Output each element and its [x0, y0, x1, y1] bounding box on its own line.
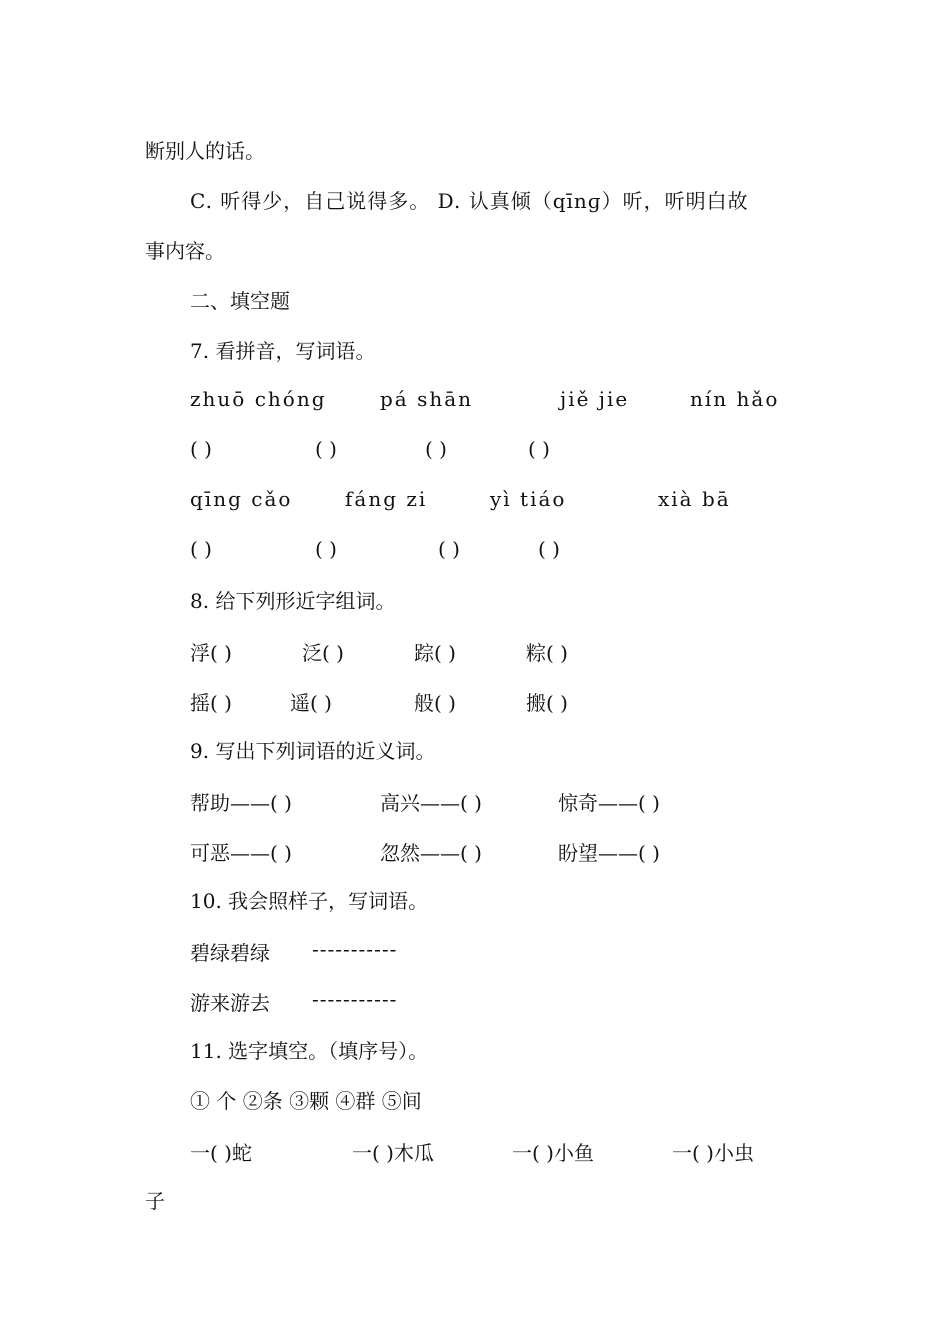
similar-char-item[interactable]: 泛( ) — [302, 641, 344, 665]
pinyin-item: nín hǎo — [690, 387, 780, 411]
pinyin-item: fáng zi — [345, 487, 428, 511]
answer-blank[interactable]: ( ) — [438, 537, 460, 561]
similar-char-item[interactable]: 摇( ) — [190, 691, 232, 715]
similar-char-item[interactable]: 粽( ) — [526, 641, 568, 665]
pinyin-item: jiě jie — [560, 387, 630, 411]
similar-char-item[interactable]: 般( ) — [414, 691, 456, 715]
question-9-title: 9. 写出下列词语的近义词。 — [190, 739, 436, 763]
similar-char-item[interactable]: 浮( ) — [190, 641, 232, 665]
example-word: 游来游去 — [190, 991, 270, 1015]
synonym-item[interactable]: 盼望——( ) — [558, 841, 660, 865]
similar-char-item[interactable]: 搬( ) — [526, 691, 568, 715]
text-line: 子 — [145, 1189, 165, 1213]
question-11-title: 11. 选字填空。（填序号）。 — [190, 1039, 429, 1063]
measure-word-item[interactable]: 一( )小鱼 — [512, 1141, 594, 1165]
answer-blank[interactable]: ( ) — [315, 437, 337, 461]
section-heading: 二、填空题 — [190, 289, 290, 313]
option-list: ① 个 ②条 ③颗 ④群 ⑤间 — [190, 1089, 422, 1113]
pinyin-item: xià bā — [658, 487, 731, 511]
answer-blank[interactable]: ( ) — [190, 437, 212, 461]
answer-blank[interactable]: ( ) — [538, 537, 560, 561]
pinyin-item: qīng cǎo — [190, 487, 293, 511]
question-7-title: 7. 看拼音，写词语。 — [190, 339, 376, 363]
pinyin-item: pá shān — [380, 387, 474, 411]
similar-char-item[interactable]: 踪( ) — [414, 641, 456, 665]
example-word: 碧绿碧绿 — [190, 941, 270, 965]
answer-blank[interactable]: ( ) — [528, 437, 550, 461]
synonym-item[interactable]: 惊奇——( ) — [558, 791, 660, 815]
text-line: C. 听得少，自己说得多。 D. 认真倾（qīnɡ）听，听明白故 — [190, 189, 749, 213]
similar-char-item[interactable]: 遥( ) — [290, 691, 332, 715]
answer-blank[interactable]: ( ) — [190, 537, 212, 561]
answer-line[interactable]: ----------- — [312, 987, 398, 1011]
measure-word-item[interactable]: 一( )蛇 — [190, 1141, 252, 1165]
pinyin-item: zhuō chóng — [190, 387, 327, 411]
pinyin-item: yì tiáo — [490, 487, 567, 511]
synonym-item[interactable]: 高兴——( ) — [380, 791, 482, 815]
measure-word-item[interactable]: 一( )木瓜 — [352, 1141, 434, 1165]
synonym-item[interactable]: 帮助——( ) — [190, 791, 292, 815]
question-10-title: 10. 我会照样子，写词语。 — [190, 889, 429, 913]
synonym-item[interactable]: 忽然——( ) — [380, 841, 482, 865]
answer-line[interactable]: ----------- — [312, 937, 398, 961]
text-line: 事内容。 — [145, 239, 225, 263]
synonym-item[interactable]: 可恶——( ) — [190, 841, 292, 865]
question-8-title: 8. 给下列形近字组词。 — [190, 589, 396, 613]
measure-word-item[interactable]: 一( )小虫 — [672, 1141, 754, 1165]
answer-blank[interactable]: ( ) — [315, 537, 337, 561]
text-line: 断别人的话。 — [145, 139, 265, 163]
answer-blank[interactable]: ( ) — [425, 437, 447, 461]
